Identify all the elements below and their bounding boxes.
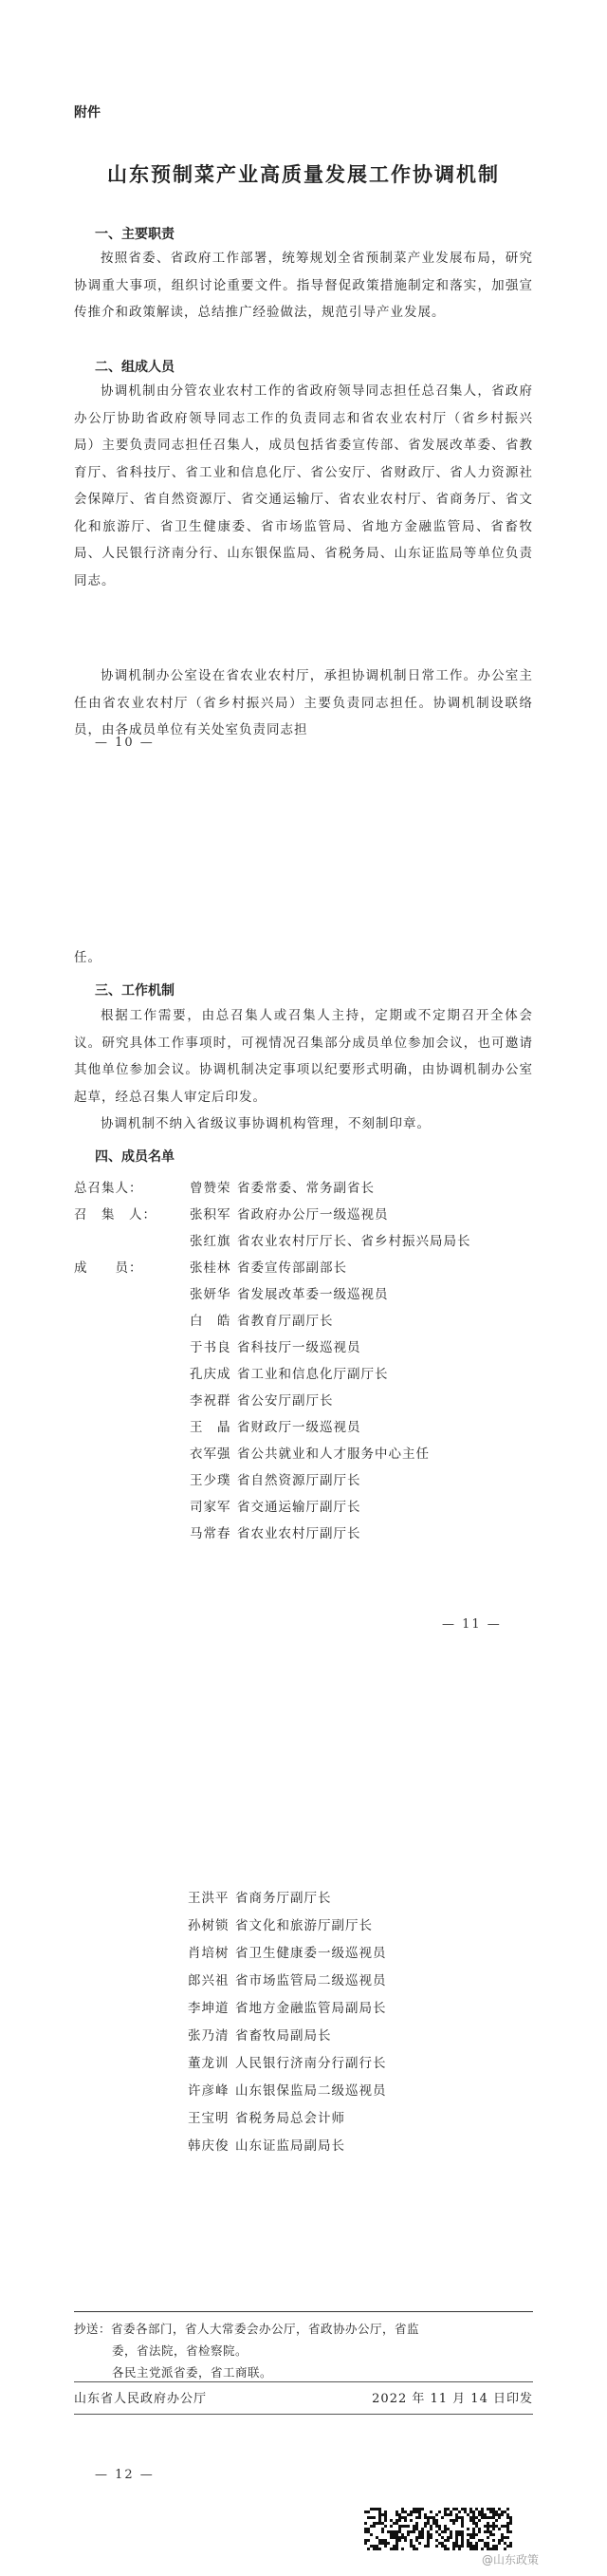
member-row <box>74 1522 548 1541</box>
member-position: 省公安厅副厅长 <box>237 1393 334 1409</box>
member-name: 张乃清 <box>188 2028 230 2044</box>
member-position: 省财政厅一级巡视员 <box>237 1420 361 1435</box>
member-position: 省公共就业和人才服务中心主任 <box>237 1447 430 1462</box>
cc-line-2: 委，省法院，省检察院。 <box>112 2343 248 2358</box>
member-name: 王 晶 <box>190 1420 231 1435</box>
member-name: 王少璞 <box>190 1473 231 1488</box>
member-row <box>74 1310 548 1329</box>
member-row <box>74 1204 548 1223</box>
footer-bottom-rule <box>74 2414 533 2415</box>
member-position: 省畜牧局副局长 <box>235 2028 332 2044</box>
section-paragraph-office: 协调机制办公室设在省农业农村厅，承担协调机制日常工作。办公室主任由省农业农村厅（省乡村振兴局）主要负责同志担任。协调机制设联络员，由各成员单位有关处室负责同志担 <box>74 668 533 737</box>
member-role: 总召集人： <box>74 1181 143 1196</box>
member-position: 省农业农村厅厅长、省乡村振兴局局长 <box>237 1234 471 1249</box>
member-name: 王洪平 <box>188 1891 230 1906</box>
member-position: 省农业农村厅副厅长 <box>237 1526 361 1541</box>
member-position: 山东证监局副局长 <box>235 2138 345 2154</box>
member-name: 张红旗 <box>190 1234 231 1249</box>
member-position: 山东银保监局二级巡视员 <box>235 2083 387 2099</box>
section-heading-members: 二、组成人员 <box>95 360 175 375</box>
member-position: 省委宣传部副部长 <box>237 1260 347 1276</box>
member-position: 省政府办公厅一级巡视员 <box>237 1207 389 1223</box>
attachment-label: 附件 <box>74 105 101 121</box>
page-number: — 10 — <box>95 736 155 750</box>
member-position: 省卫生健康委一级巡视员 <box>235 1946 387 1961</box>
member-row <box>74 1257 548 1276</box>
member-row <box>74 1390 548 1409</box>
member-row <box>74 1230 548 1249</box>
member-row <box>74 1887 548 1906</box>
section-heading-mechanism: 三、工作机制 <box>95 983 175 999</box>
section-paragraph-duties: 按照省委、省政府工作部署，统筹规划全省预制菜产业发展布局，研究协调重大事项，组织讨论重要文件。指导督促政策措施制定和落实，加强宣传推介和政策解读，总结推广经验做法，规范引导产业发展。 <box>74 251 533 320</box>
watermark: @山东政策 <box>482 2553 540 2567</box>
footer-divider <box>74 2381 533 2382</box>
member-position: 省税务局总会计师 <box>235 2111 345 2126</box>
member-position: 省工业和信息化厅副厅长 <box>237 1367 389 1382</box>
member-name: 衣军强 <box>190 1447 231 1462</box>
issuer: 山东省人民政府办公厅 <box>74 2392 208 2406</box>
member-name: 肖培树 <box>188 1946 230 1961</box>
member-row <box>74 1969 548 1988</box>
member-row <box>74 1443 548 1462</box>
member-row <box>74 1363 548 1382</box>
member-name: 司家军 <box>190 1500 231 1515</box>
member-row <box>74 1496 548 1515</box>
member-row <box>74 2080 548 2099</box>
member-row <box>74 1914 548 1933</box>
section-paragraph-mechanism: 根据工作需要，由总召集人或召集人主持，定期或不定期召开全体会议。研究具体工作事项时，可视情况召集部分成员单位参加会议，也可邀请其他单位参加会议。协调机制决定事项以纪要形式明确，由协调机制办公室起草，经总召集人审定后印发。 <box>74 1008 533 1105</box>
member-name: 马常春 <box>190 1526 231 1541</box>
member-name: 孔庆成 <box>190 1367 231 1382</box>
member-row <box>74 1283 548 1302</box>
section-heading-duties: 一、主要职责 <box>95 227 175 242</box>
member-name: 孙树锁 <box>188 1918 230 1933</box>
document-title: 山东预制菜产业高质量发展工作协调机制 <box>107 162 500 186</box>
member-row <box>74 2107 548 2126</box>
member-name: 张桂林 <box>190 1260 231 1276</box>
member-name: 张妍华 <box>190 1287 231 1302</box>
member-position: 省教育厅副厅长 <box>237 1314 334 1329</box>
cc-block <box>74 2318 533 2383</box>
member-name: 曾赞荣 <box>190 1181 231 1196</box>
member-role: 成 员： <box>74 1260 143 1276</box>
member-name: 白 皓 <box>190 1314 231 1329</box>
section-paragraph-composition: 协调机制由分管农业农村工作的省政府领导同志担任总召集人，省政府办公厅协助省政府领导同志工作的负责同志和省农业农村厅（省乡村振兴局）主要负责同志担任召集人，成员包括省委宣传部、省发展改革委、省教育厅、省科技厅、省工业和信息化厅、省公安厅、省财政厅、省人力资源社会保障厅、省自然资源厅、省交通运输厅、省农业农村厅、省商务厅、省文化和旅游厅、省卫生健康委、省市场监管局、省地方金融监管局、省畜牧局、人民银行济南分行、山东银保监局、省税务局、山东证监局等单位负责同志。 <box>74 383 533 588</box>
member-row <box>74 2052 548 2071</box>
member-row <box>74 2135 548 2154</box>
member-position: 人民银行济南分行副行长 <box>235 2056 387 2071</box>
member-position: 省市场监管局二级巡视员 <box>235 1973 387 1988</box>
cc-line-3: 各民主党派省委，省工商联。 <box>112 2365 273 2380</box>
page-number: — 11 — <box>442 1617 502 1632</box>
member-row <box>74 1177 548 1196</box>
member-position: 省文化和旅游厅副厅长 <box>235 1918 373 1933</box>
member-row <box>74 2025 548 2044</box>
member-name: 张积军 <box>190 1207 231 1223</box>
member-name: 于书良 <box>190 1340 231 1355</box>
member-row <box>74 1997 548 2016</box>
section-heading-member-list: 四、成员名单 <box>95 1149 175 1165</box>
barcode-image <box>362 2506 514 2551</box>
member-name: 许彦峰 <box>188 2083 230 2099</box>
member-row <box>74 1469 548 1488</box>
member-name: 李坤道 <box>188 2001 230 2016</box>
member-name: 王宝明 <box>188 2111 230 2126</box>
member-row <box>74 1416 548 1435</box>
member-position: 省发展改革委一级巡视员 <box>237 1287 389 1302</box>
member-position: 省自然资源厅副厅长 <box>237 1473 361 1488</box>
cc-line-1: 省委各部门，省人大常委会办公厅，省政协办公厅，省监 <box>111 2322 420 2336</box>
issue-date: 2022 年 11 月 14 日印发 <box>372 2392 533 2406</box>
member-name: 李祝群 <box>190 1393 231 1409</box>
member-position: 省科技厅一级巡视员 <box>237 1340 361 1355</box>
section-paragraph-no-seal: 协调机制不纳入省级议事协调机构管理，不刻制印章。 <box>101 1116 431 1131</box>
footer-rule <box>74 2311 533 2312</box>
member-name: 郎兴祖 <box>188 1973 230 1988</box>
cc-label: 抄送： <box>74 2322 112 2336</box>
member-position: 省地方金融监管局副局长 <box>235 2001 387 2016</box>
member-position: 省商务厅副厅长 <box>235 1891 332 1906</box>
member-name: 董龙训 <box>188 2056 230 2071</box>
member-name: 韩庆俊 <box>188 2138 230 2154</box>
member-row <box>74 1336 548 1355</box>
member-row <box>74 1942 548 1961</box>
member-role: 召 集 人： <box>74 1207 156 1223</box>
member-position: 省交通运输厅副厅长 <box>237 1500 361 1515</box>
page-number: — 12 — <box>95 2468 155 2482</box>
section-paragraph-office-cont: 任。 <box>74 950 101 965</box>
member-position: 省委常委、常务副省长 <box>237 1181 375 1196</box>
